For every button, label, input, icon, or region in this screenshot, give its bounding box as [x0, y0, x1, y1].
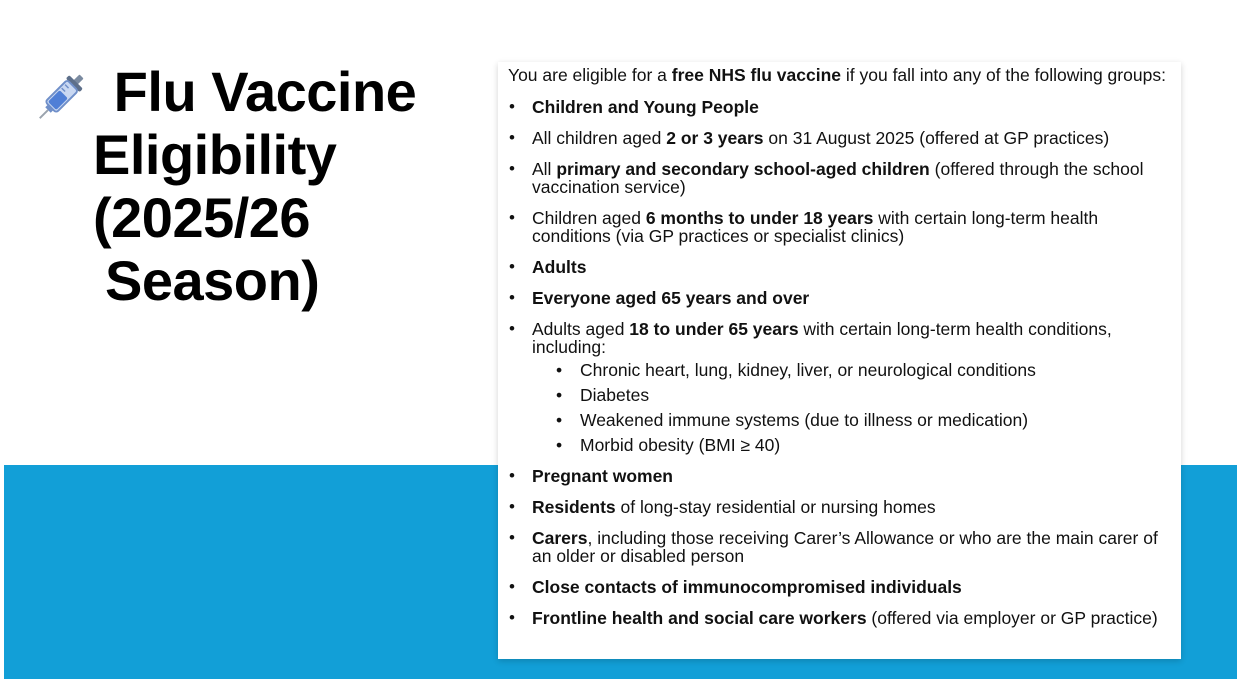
- sub-list-item: • Weakened immune systems (due to illness or medication): [556, 411, 1169, 429]
- sub-list-item: • Chronic heart, lung, kidney, liver, or neurological conditions: [556, 361, 1169, 379]
- title-line-2: Eligibility: [93, 123, 337, 186]
- list-item: • All children aged 2 or 3 years on 31 August 2025 (offered at GP practices): [508, 129, 1169, 147]
- list-item: • Children and Young People: [508, 98, 1169, 116]
- eligibility-card: [498, 62, 1181, 659]
- list-item: • Pregnant women: [508, 467, 1169, 485]
- intro-text: You are eligible for a free NHS flu vaccine if you fall into any of the following groups:: [508, 65, 1166, 85]
- title-line-3: (2025/26: [93, 186, 311, 249]
- list-item: • Children aged 6 months to under 18 years with certain long-term health conditions (via GP practices or specialist clinics): [508, 209, 1169, 245]
- eligibility-list: [508, 98, 1169, 627]
- syringe-icon: [30, 66, 92, 128]
- list-item: • Adults: [508, 258, 1169, 276]
- sub-list-item: • Morbid obesity (BMI ≥ 40): [556, 436, 1169, 454]
- sub-list-item: • Diabetes: [556, 386, 1169, 404]
- list-item: • Everyone aged 65 years and over: [508, 289, 1169, 307]
- list-item: • Frontline health and social care workers (offered via employer or GP practice): [508, 609, 1169, 627]
- title-block: [30, 60, 450, 312]
- list-item: • Carers, including those receiving Carer’s Allowance or who are the main carer of an older or disabled person: [508, 529, 1169, 565]
- list-item: • Adults aged 18 to under 65 years with certain long-term health conditions, including: • Chronic heart, lung, kidney, liver, or neurological conditions • Diabetes • Weakened immune systems (due to illness or medication) • Morbid obesity (BMI ≥ 40): [508, 320, 1169, 454]
- list-item: • Residents of long-stay residential or nursing homes: [508, 498, 1169, 516]
- list-item: • Close contacts of immunocompromised individuals: [508, 578, 1169, 596]
- list-item: • All primary and secondary school-aged children (offered through the school vaccination service): [508, 160, 1169, 196]
- title-line-1: Flu Vaccine: [113, 60, 417, 123]
- title-line-4: Season): [105, 249, 320, 312]
- conditions-sublist: [532, 361, 1169, 454]
